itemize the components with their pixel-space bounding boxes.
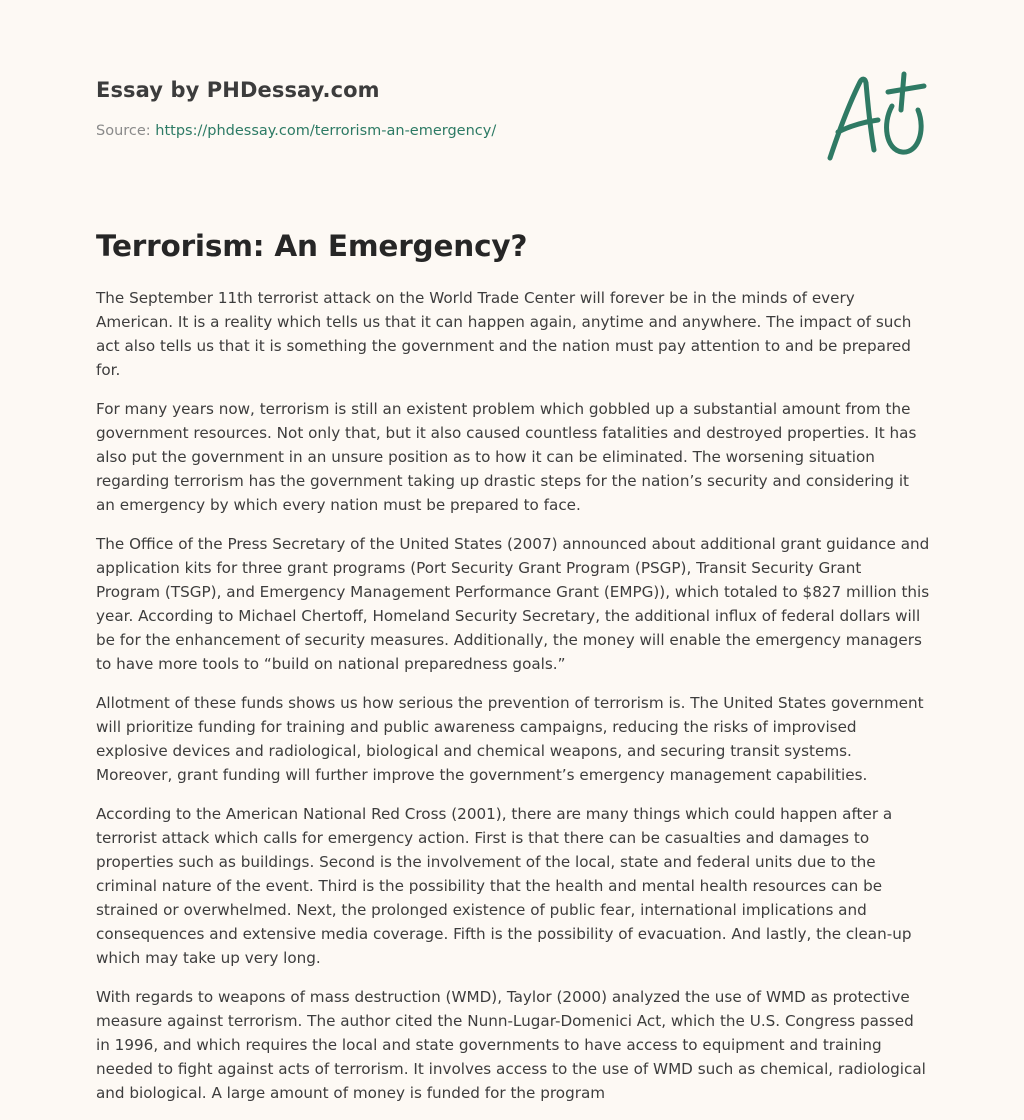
essay-paragraph: The September 11th terrorist attack on the World Trade Center will forever be in the minds of every American. It is a reality which tells us that it can happen again, anytime and anywhere. The impact of such act also tells us that it is something the government and the nation must pay attention to and be prepared for.: [96, 289, 912, 379]
essay-paragraph: Allotment of these funds shows us how serious the prevention of terrorism is. The United States government will prioritize funding for training and public awareness campaigns, reducing the risks of improvised explosive devices and radiological, biological and chemical weapons, and securing transit systems. Moreover, grant funding will further improve the government’s emergency management capabilities.: [96, 694, 924, 784]
site-brand: Essay by PHDessay.com: [96, 78, 380, 102]
essay-paragraph: The Office of the Press Secretary of the United States (2007) announced about additional grant guidance and application kits for three grant programs (Port Security Grant Program (PSGP), Transit Security Grant Program (TSGP), and Emergency Management Performance Grant (EMPG)), which totaled to $827 million this year. According to Michael Chertoff, Homeland Security Secretary, the additional influx of federal dollars will be for the enhancement of security measures. Additionally, the money will enable the emergency managers to have more tools to “build on national preparedness goals.”: [96, 535, 930, 673]
source-label: Source:: [96, 123, 151, 139]
source-line: [96, 121, 736, 141]
essay-title: Terrorism: An Emergency?: [96, 229, 528, 263]
a-plus-grade-icon: [820, 66, 930, 166]
essay-paragraph: With regards to weapons of mass destruction (WMD), Taylor (2000) analyzed the use of WMD as protective measure against terrorism. The author cited the Nunn-Lugar-Domenici Act, which the U.S. Congress passed in 1996, and which requires the local and state governments to have access to equipment and training needed to fight against acts of terrorism. It involves access to the use of WMD such as chemical, radiological and biological. A large amount of money is funded for the program: [96, 988, 926, 1102]
essay-paragraph: According to the American National Red Cross (2001), there are many things which could happen after a terrorist attack which calls for emergency action. First is that there can be casualties and damages to properties such as buildings. Second is the involvement of the local, state and federal units due to the criminal nature of the event. Third is the possibility that the health and mental health resources can be strained or overwhelmed. Next, the prolonged existence of public fear, international implications and consequences and extensive media coverage. Fifth is the possibility of evacuation. And lastly, the clean-up which may take up very long.: [96, 805, 912, 967]
essay-content: [96, 226, 930, 1120]
page-header: [96, 76, 736, 141]
source-link[interactable]: https://phdessay.com/terrorism-an-emergency/: [155, 123, 497, 139]
essay-paragraph: For many years now, terrorism is still an existent problem which gobbled up a substantial amount from the government resources. Not only that, but it also caused countless fatalities and destroyed properties. It has also put the government in an unsure position as to how it can be eliminated. The worsening situation regarding terrorism has the government taking up drastic steps for the nation’s security and considering it an emergency by which every nation must be prepared to face.: [96, 400, 917, 514]
